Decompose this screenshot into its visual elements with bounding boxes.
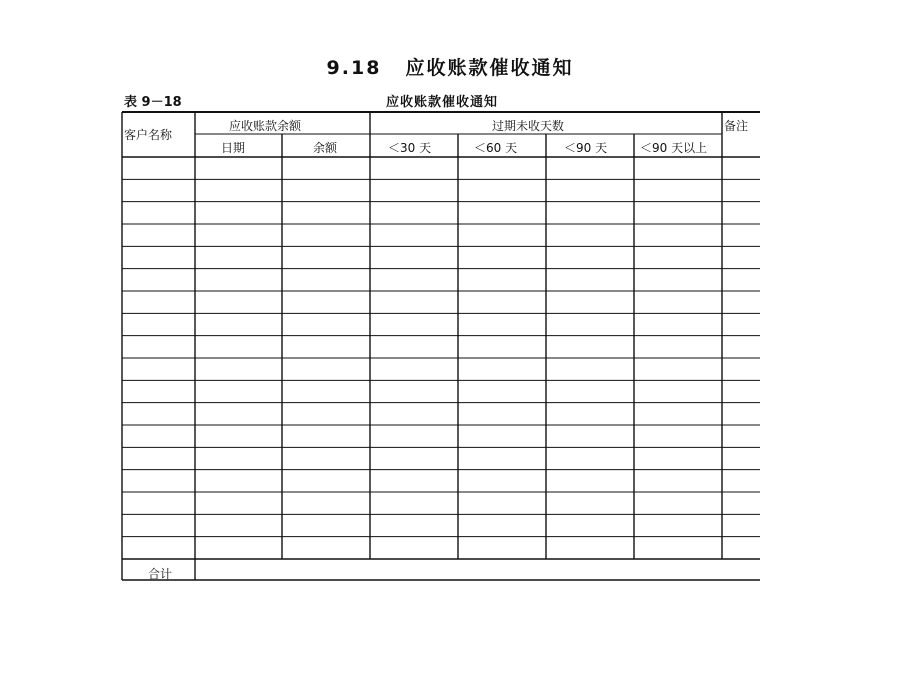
header-amount: 余额 <box>313 141 338 155</box>
header-balance-group: 应收账款余额 <box>229 119 302 133</box>
table-title: 应收账款催收通知 <box>385 95 498 110</box>
header-under-30: ＜30 天 <box>388 141 432 155</box>
header-customer-name: 客户名称 <box>124 128 173 142</box>
header-date: 日期 <box>221 141 246 155</box>
header-over-90: ＜90 天以上 <box>640 141 708 155</box>
table-number: 表 9－18 <box>124 95 182 110</box>
section-number: 9.18 <box>326 57 382 79</box>
header-under-60: ＜60 天 <box>474 141 518 155</box>
header-notes: 备注 <box>724 119 749 133</box>
total-row-label: 合计 <box>148 567 173 581</box>
header-overdue-group: 过期未收天数 <box>492 119 565 133</box>
section-title-text: 应收账款催收通知 <box>405 57 574 79</box>
header-under-90: ＜90 天 <box>564 141 608 155</box>
